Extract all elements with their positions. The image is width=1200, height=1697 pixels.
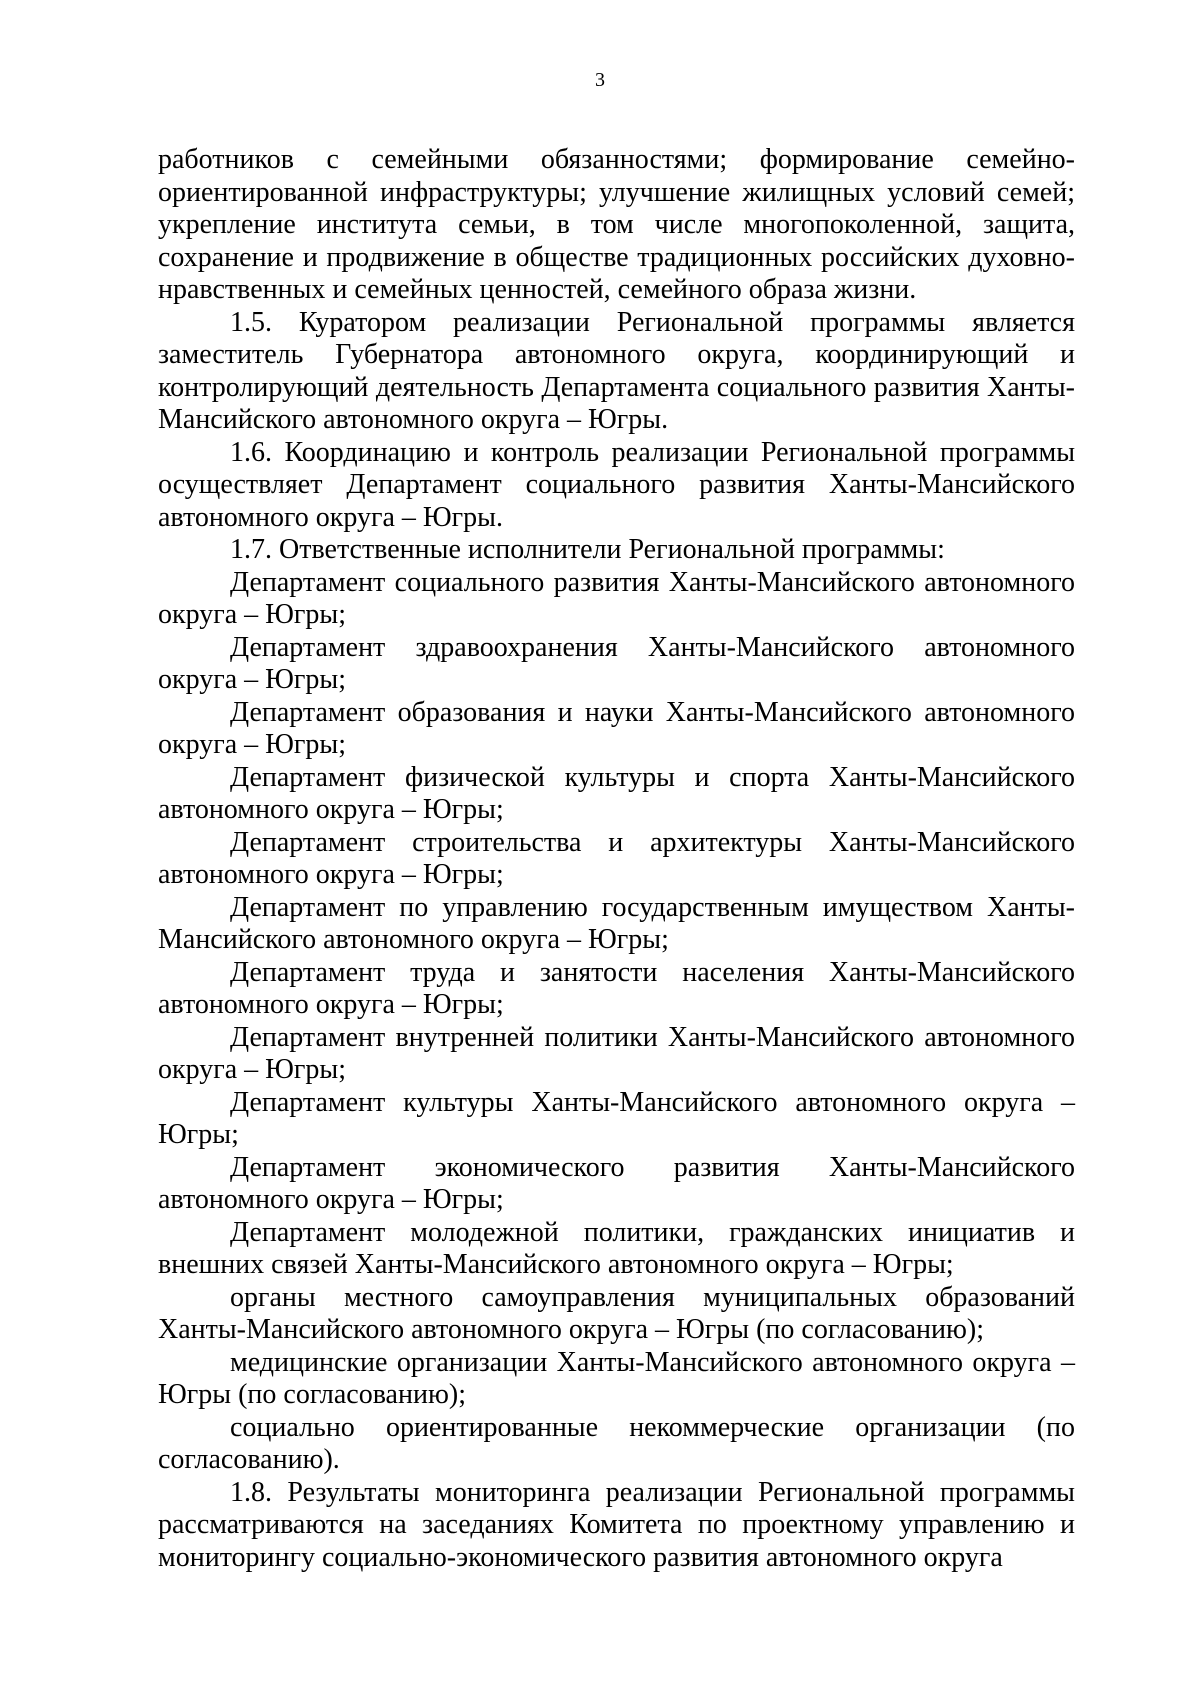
executor-item: Департамент социального развития Ханты-Мансийского автономного округа – Югры; [158, 566, 1075, 630]
page-number: 3 [595, 69, 605, 91]
paragraph-1-5-curator: 1.5. Куратором реализации Региональной программы является заместитель Губернатора автономного округа, координирующий и контролирующий деятельность Департамента социального развития Ханты-Мансийского автономного округа – Югры. [158, 306, 1075, 435]
executor-item: медицинские организации Ханты-Мансийского автономного округа – Югры (по согласованию); [158, 1346, 1075, 1410]
executor-item: социально ориентированные некоммерческие организации (по согласованию). [158, 1411, 1075, 1475]
executor-item: Департамент труда и занятости населения Ханты-Мансийского автономного округа – Югры; [158, 956, 1075, 1020]
executor-item: органы местного самоуправления муниципальных образований Ханты-Мансийского автономного округа – Югры (по согласованию); [158, 1281, 1075, 1345]
executor-item: Департамент культуры Ханты-Мансийского автономного округа – Югры; [158, 1086, 1075, 1150]
executor-item: Департамент экономического развития Ханты-Мансийского автономного округа – Югры; [158, 1151, 1075, 1215]
executor-item: Департамент здравоохранения Ханты-Мансийского автономного округа – Югры; [158, 631, 1075, 695]
executor-item: Департамент образования и науки Ханты-Мансийского автономного округа – Югры; [158, 696, 1075, 760]
paragraph-1-6-coordination: 1.6. Координацию и контроль реализации Региональной программы осуществляет Департамент социального развития Ханты-Мансийского автономного округа – Югры. [158, 436, 1075, 533]
paragraph-continuation: работников с семейными обязанностями; формирование семейно-ориентированной инфраструктуры; улучшение жилищных условий семей; укрепление института семьи, в том числе многопоколенной, защита, сохранение и продвижение в обществе традиционных российских духовно-нравственных и семейных ценностей, семейного образа жизни. [158, 144, 1075, 305]
executor-item: Департамент молодежной политики, гражданских инициатив и внешних связей Ханты-Мансийского автономного округа – Югры; [158, 1216, 1075, 1280]
executor-item: Департамент строительства и архитектуры Ханты-Мансийского автономного округа – Югры; [158, 826, 1075, 890]
executor-item: Департамент физической культуры и спорта Ханты-Мансийского автономного округа – Югры; [158, 761, 1075, 825]
executor-item: Департамент по управлению государственным имуществом Ханты-Мансийского автономного округа – Югры; [158, 891, 1075, 955]
executor-item: Департамент внутренней политики Ханты-Мансийского автономного округа – Югры; [158, 1021, 1075, 1085]
paragraph-1-8-monitoring: 1.8. Результаты мониторинга реализации Региональной программы рассматриваются на заседаниях Комитета по проектному управлению и мониторингу социально-экономического развития автономного округа [158, 1476, 1075, 1573]
document-body [158, 144, 1075, 1574]
paragraph-1-7-executors-heading: 1.7. Ответственные исполнители Региональной программы: [230, 534, 945, 565]
